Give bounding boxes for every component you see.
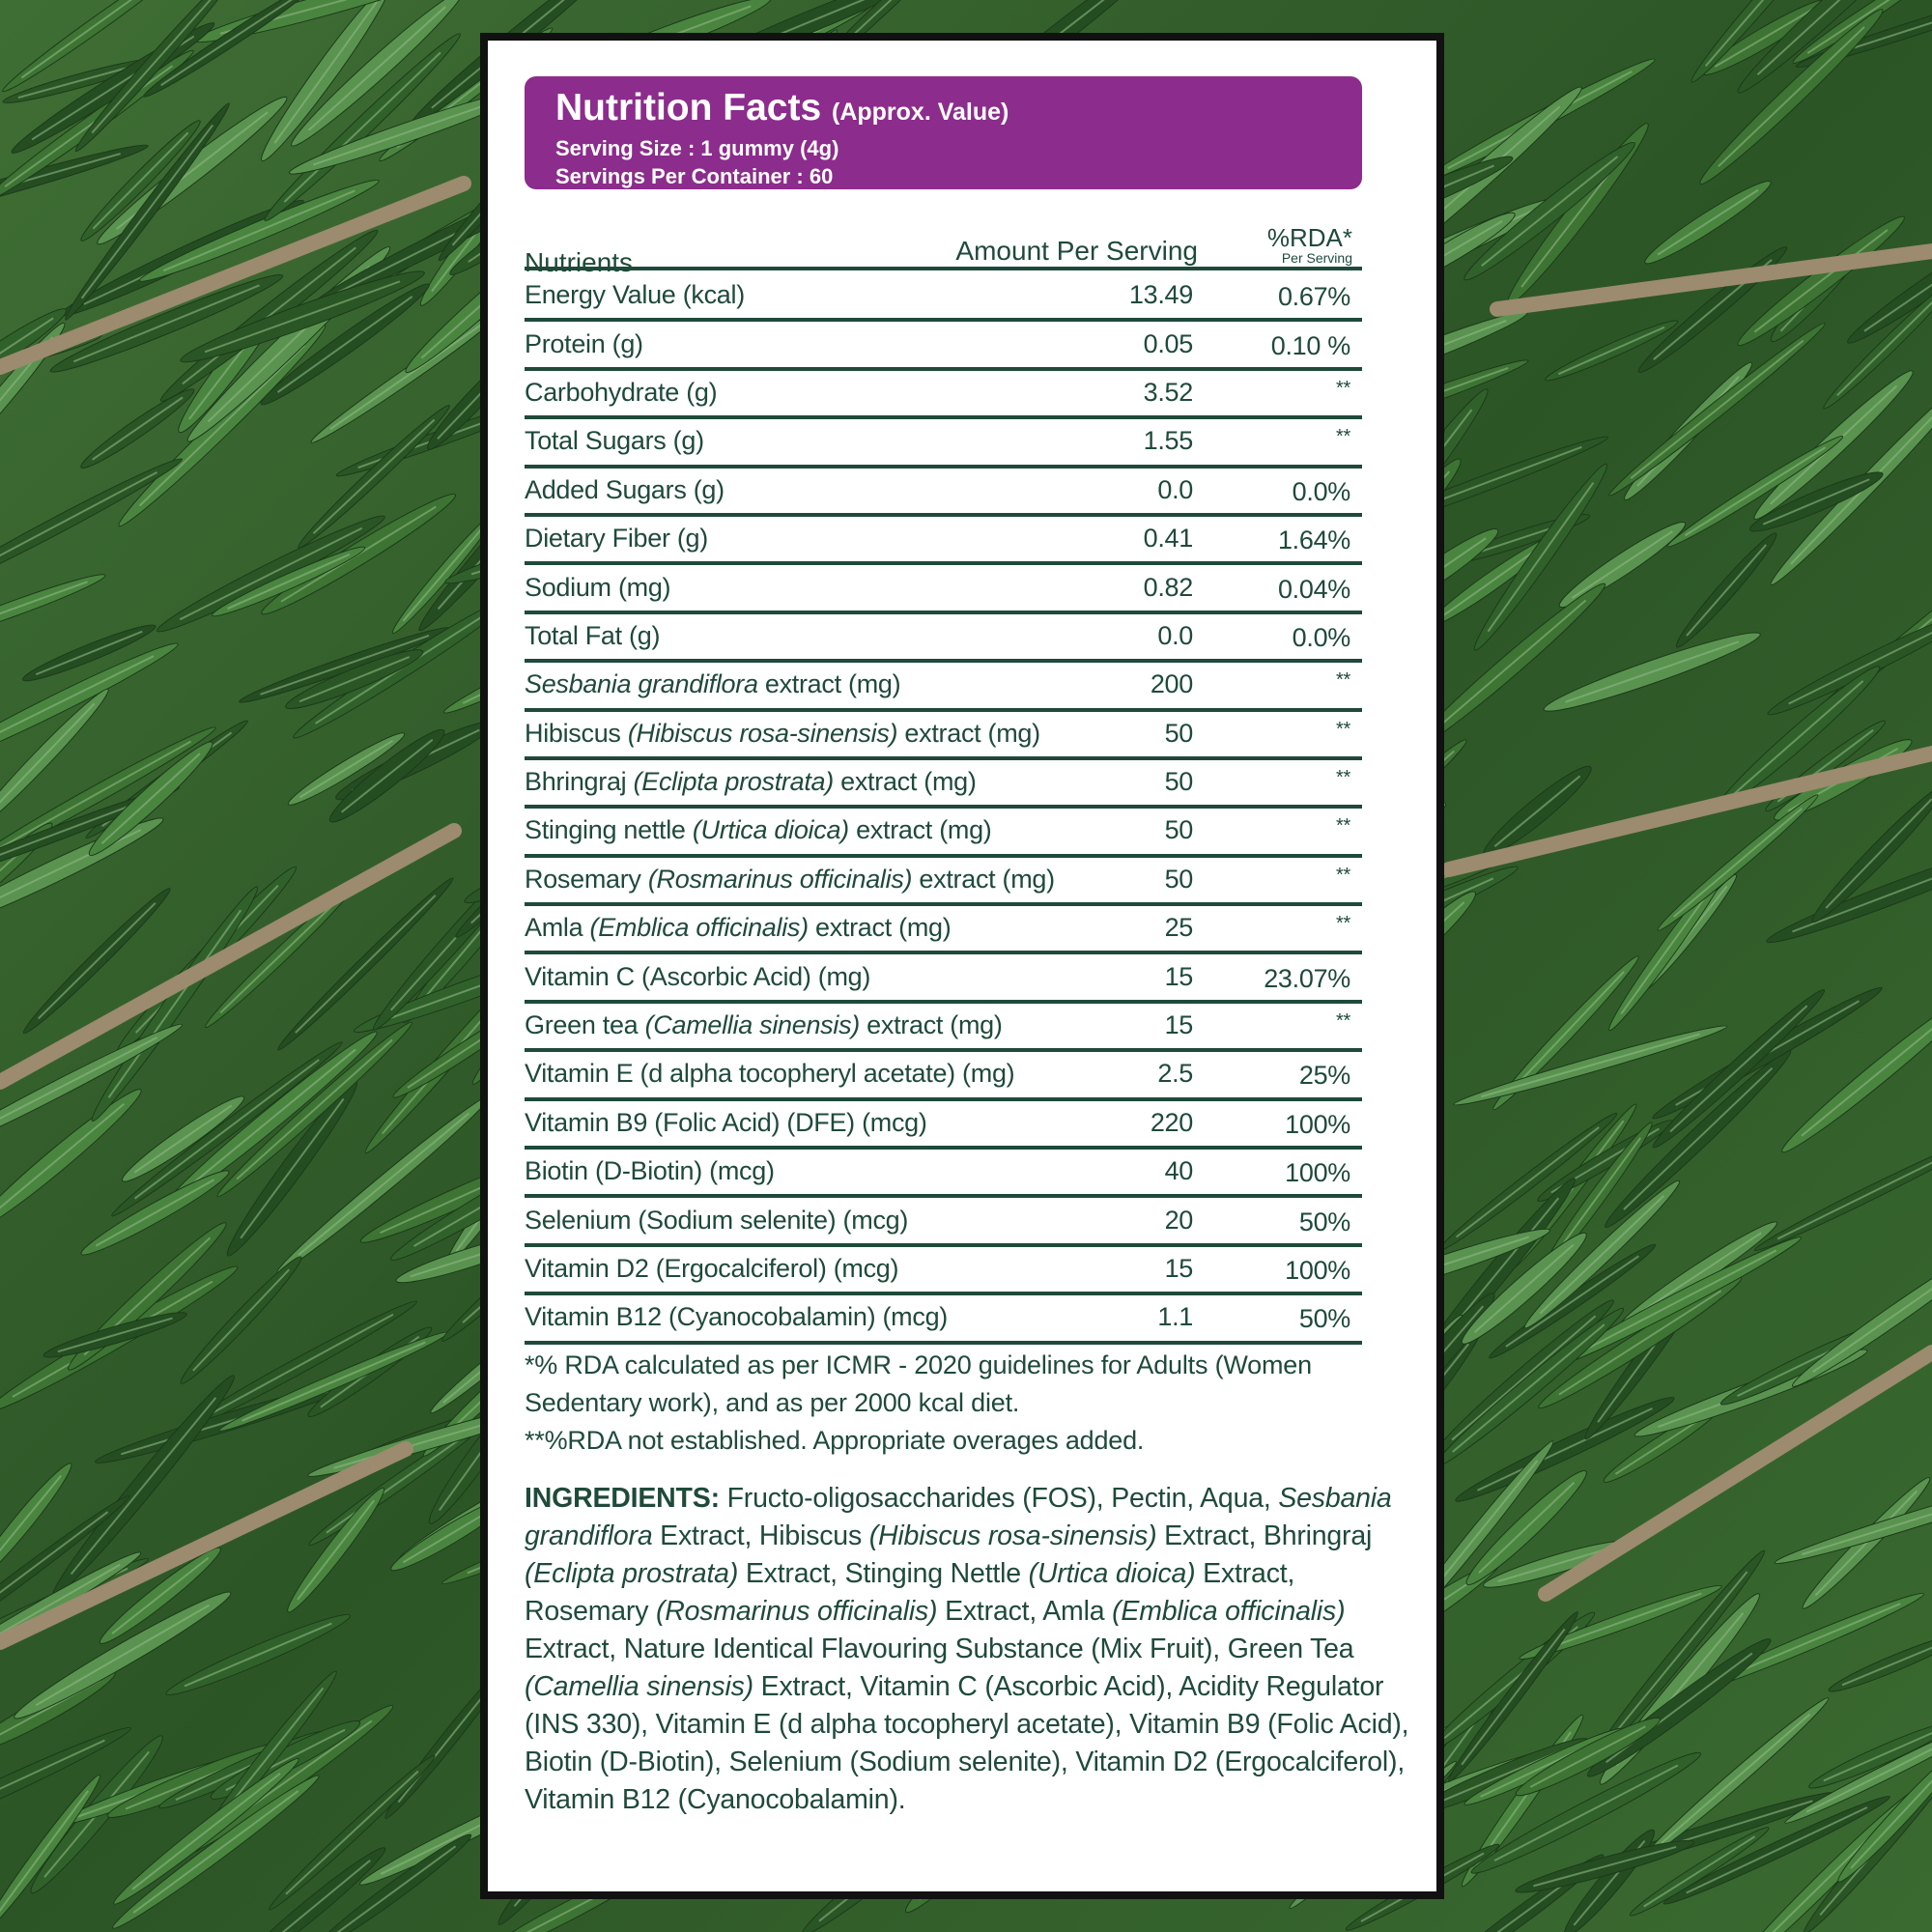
rda-column-header xyxy=(1246,224,1352,265)
table-row xyxy=(525,565,1362,613)
rda-value: ** xyxy=(1336,1009,1350,1032)
amount-value: 50 xyxy=(1164,864,1193,894)
rda-value: 0.04% xyxy=(1277,574,1350,604)
footnote-rda-basis: *% RDA calculated as per ICMR - 2020 guidelines for Adults (Women Sedentary work), and as per 2000 kcal diet. xyxy=(525,1350,1312,1417)
nutrient-name xyxy=(525,815,992,845)
nutrient-name: Protein (g) xyxy=(525,328,643,358)
ingredient-text-part: Extract, Bhringraj xyxy=(1156,1520,1373,1551)
table-row xyxy=(525,954,1362,1003)
amount-value: 1.1 xyxy=(1157,1302,1193,1332)
table-row xyxy=(525,1150,1362,1198)
nutrition-title: Nutrition Facts xyxy=(555,87,822,128)
nutrient-name-text: Green tea xyxy=(525,1009,639,1039)
table-row xyxy=(525,371,1362,419)
amount-value: 25 xyxy=(1164,913,1193,943)
table-row xyxy=(525,1004,1362,1052)
ingredient-latin-name: (Eclipta prostrata) xyxy=(525,1558,739,1589)
nutrient-name-tail: extract (mg) xyxy=(840,766,977,796)
serving-size: Serving Size : 1 gummy (4g) xyxy=(555,136,839,160)
amount-value: 15 xyxy=(1164,1253,1193,1283)
column-headers xyxy=(525,222,1362,277)
rda-value: 0.10 % xyxy=(1270,330,1350,360)
ingredient-text-part: Extract, Vitamin C (Ascorbic Acid), Acidity Regulator (INS 330), Vitamin E (d alpha tocopheryl acetate), Vitamin B9 (Folic Acid), Biotin (D-Biotin), Selenium (Sodium selenite), Vitamin D2 (Ergocalciferol), Vitamin B12 (Cyanocobalamin). xyxy=(525,1671,1409,1815)
table-row xyxy=(525,1295,1362,1344)
approx-note: (Approx. Value) xyxy=(832,99,1009,126)
nutrient-name-tail: extract (mg) xyxy=(815,913,952,943)
amount-value: 200 xyxy=(1150,669,1193,699)
table-row xyxy=(525,760,1362,809)
nutrient-name: Total Fat (g) xyxy=(525,620,661,650)
table-row xyxy=(525,663,1362,711)
nutrient-table xyxy=(525,273,1362,1345)
nutrient-name: Total Sugars (g) xyxy=(525,426,704,456)
latin-name: (Rosmarinus officinalis) xyxy=(647,864,913,894)
ingredient-latin-name: Sesbania grandiflora xyxy=(525,1483,1392,1551)
ingredient-text-part: Extract, Nature Identical Flavouring Substance (Mix Fruit), Green Tea xyxy=(525,1634,1354,1664)
latin-name: (Urtica dioica) xyxy=(692,815,849,845)
amount-value: 0.82 xyxy=(1143,572,1193,602)
servings-per-container: Servings Per Container : 60 xyxy=(555,164,834,188)
rda-value: 0.67% xyxy=(1277,282,1350,312)
nutrient-name: Biotin (D-Biotin) (mcg) xyxy=(525,1156,775,1186)
ingredient-latin-name: (Rosmarinus officinalis) xyxy=(655,1596,938,1627)
nutrient-name: Added Sugars (g) xyxy=(525,474,724,504)
ingredient-latin-name: (Hibiscus rosa-sinensis) xyxy=(868,1520,1157,1551)
nutrient-name-text: Bhringraj xyxy=(525,766,627,796)
nutrient-name: Vitamin C (Ascorbic Acid) (mg) xyxy=(525,961,871,991)
nutrient-name xyxy=(525,767,977,797)
rda-value: 0.0% xyxy=(1292,476,1350,506)
amount-value: 15 xyxy=(1164,1009,1193,1039)
amount-value: 3.52 xyxy=(1143,377,1193,407)
table-row xyxy=(525,1052,1362,1100)
rda-value: ** xyxy=(1336,913,1350,935)
footnotes xyxy=(525,1347,1423,1460)
ingredients-text xyxy=(525,1483,1408,1815)
ingredients-block xyxy=(525,1480,1413,1819)
amount-value: 50 xyxy=(1164,718,1193,748)
latin-name: Sesbania grandiflora xyxy=(525,669,758,699)
rda-value: ** xyxy=(1336,718,1350,740)
amount-value: 220 xyxy=(1150,1107,1193,1137)
ingredient-text-part: Extract, Rosemary xyxy=(525,1558,1295,1627)
nutrient-name: Sodium (mg) xyxy=(525,572,671,602)
amount-value: 2.5 xyxy=(1157,1059,1193,1089)
amount-value: 50 xyxy=(1164,815,1193,845)
nutrient-name: Carbohydrate (g) xyxy=(525,377,718,407)
table-row xyxy=(525,469,1362,517)
amount-value: 0.0 xyxy=(1157,620,1193,650)
nutrient-name-text: Stinging nettle xyxy=(525,815,686,845)
nutrient-name-text: extract (mg) xyxy=(764,669,901,699)
nutrient-name-text: Rosemary xyxy=(525,864,641,894)
rda-value: 50% xyxy=(1298,1304,1350,1334)
nutrients-column-header: Nutrients xyxy=(525,247,634,277)
nutrient-name-tail: extract (mg) xyxy=(919,864,1055,894)
nutrient-name xyxy=(525,913,951,943)
ingredient-text-part: Extract, Amla xyxy=(937,1596,1113,1627)
rda-value: 0.0% xyxy=(1292,622,1350,652)
latin-name: (Hibiscus rosa-sinensis) xyxy=(627,718,898,748)
ingredient-text-part: Extract, Stinging Nettle xyxy=(738,1558,1029,1589)
amount-value: 0.0 xyxy=(1157,474,1193,504)
rda-value: 100% xyxy=(1285,1158,1350,1188)
latin-name: (Eclipta prostrata) xyxy=(633,766,834,796)
ingredient-text-part: Fructo-oligosaccharides (FOS), Pectin, Aqua, xyxy=(719,1483,1279,1514)
latin-name: (Camellia sinensis) xyxy=(644,1009,860,1039)
nutrient-name: Vitamin B9 (Folic Acid) (DFE) (mcg) xyxy=(525,1107,927,1137)
rda-value: 23.07% xyxy=(1264,963,1350,993)
ingredient-latin-name: (Camellia sinensis) xyxy=(525,1671,753,1702)
amount-value: 40 xyxy=(1164,1156,1193,1186)
amount-value: 20 xyxy=(1164,1205,1193,1235)
nutrition-label-panel xyxy=(480,33,1444,1899)
ingredient-text-part: Extract, Hibiscus xyxy=(652,1520,869,1551)
rda-value: 25% xyxy=(1298,1061,1350,1091)
rda-value: ** xyxy=(1336,864,1350,886)
nutrient-name: Selenium (Sodium selenite) (mcg) xyxy=(525,1205,909,1235)
rda-header-label: %RDA* xyxy=(1266,223,1352,252)
nutrition-header xyxy=(525,76,1362,189)
nutrient-name xyxy=(525,865,1055,895)
nutrient-name-tail: extract (mg) xyxy=(867,1009,1003,1039)
rda-value: ** xyxy=(1336,426,1350,448)
table-row xyxy=(525,809,1362,857)
nutrient-name xyxy=(525,669,900,699)
nutrient-name: Vitamin D2 (Ergocalciferol) (mcg) xyxy=(525,1253,899,1283)
nutrient-name: Vitamin B12 (Cyanocobalamin) (mcg) xyxy=(525,1302,948,1332)
rda-value: ** xyxy=(1336,815,1350,838)
amount-value: 1.55 xyxy=(1143,426,1193,456)
nutrient-name: Vitamin E (d alpha tocopheryl acetate) (mg) xyxy=(525,1059,1015,1089)
rda-value: ** xyxy=(1336,669,1350,692)
table-row xyxy=(525,322,1362,370)
rda-header-sub: Per Serving xyxy=(1281,250,1352,266)
footnote-rda-not-established: **%RDA not established. Appropriate overages added. xyxy=(525,1426,1145,1455)
table-row xyxy=(525,858,1362,906)
latin-name: (Emblica officinalis) xyxy=(589,913,809,943)
rda-value: 1.64% xyxy=(1277,526,1350,555)
ingredient-latin-name: (Emblica officinalis) xyxy=(1112,1596,1346,1627)
amount-value: 13.49 xyxy=(1128,280,1193,310)
table-row xyxy=(525,273,1362,322)
nutrient-name xyxy=(525,1010,1003,1040)
rda-value: 100% xyxy=(1285,1109,1350,1139)
amount-column-header: Amount Per Serving xyxy=(955,236,1198,266)
amount-value: 15 xyxy=(1164,961,1193,991)
table-row xyxy=(525,1101,1362,1150)
nutrient-name-text: Amla xyxy=(525,913,583,943)
ingredients-label: INGREDIENTS: xyxy=(525,1483,720,1514)
nutrient-name: Energy Value (kcal) xyxy=(525,280,745,310)
ingredient-latin-name: (Urtica dioica) xyxy=(1028,1558,1196,1589)
amount-value: 0.05 xyxy=(1143,328,1193,358)
table-row xyxy=(525,419,1362,468)
nutrient-name xyxy=(525,719,1040,749)
rda-value: 50% xyxy=(1298,1207,1350,1236)
amount-value: 50 xyxy=(1164,766,1193,796)
table-row xyxy=(525,1247,1362,1295)
table-row xyxy=(525,1198,1362,1246)
table-row xyxy=(525,614,1362,663)
nutrient-name-tail: extract (mg) xyxy=(856,815,992,845)
nutrient-name-tail: extract (mg) xyxy=(904,718,1040,748)
amount-value: 0.41 xyxy=(1143,524,1193,554)
rda-value: 100% xyxy=(1285,1256,1350,1286)
rda-value: ** xyxy=(1336,377,1350,399)
table-row xyxy=(525,517,1362,565)
rda-value: ** xyxy=(1336,766,1350,788)
nutrient-name: Dietary Fiber (g) xyxy=(525,524,708,554)
table-row xyxy=(525,906,1362,954)
nutrient-name-text: Hibiscus xyxy=(525,718,621,748)
table-row xyxy=(525,712,1362,760)
